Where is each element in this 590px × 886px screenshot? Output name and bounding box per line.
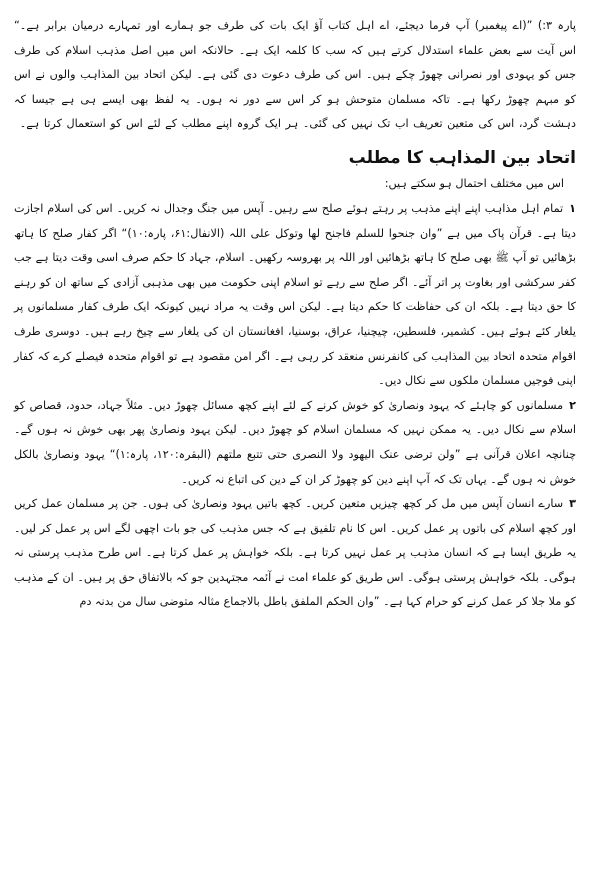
list-item-3-number: ۳ [569, 497, 576, 511]
opening-paragraph: پارہ ۳:) ”(اے پیغمبر) آپ فرما دیجئے، اے اہل کتاب آؤ ایک بات کی طرف جو ہمارے اور تمہارے درمیان برابر ہے۔“ اس آیت سے بعض علماء استدلال کرتے ہیں کہ سب کا کلمہ ایک ہے۔ حالانکہ اس میں اصل مذہب اسلام کی طرف جس کو یہودی اور نصرانی چھوڑ چکے ہیں۔ اس کی طرف دعوت دی گئی ہے۔ لیکن اتحاد بین المذاہب والوں نے اس کو مبہم چھوڑ رکھا ہے۔ تاکہ مسلمان متوحش ہو کر اس سے دور نہ ہوں۔ یہ لفظ بھی ایسے ہی ہے جیسا کہ دہشت گرد، اس کی متعین تعریف اب تک نہیں کی گئی۔ ہر ایک گروہ اپنے مطلب کے لئے اس کو استعمال کرتا ہے۔ [14, 19, 576, 131]
list-item-3-text: سارے انسان آپس میں مل کر کچھ چیزیں متعین کریں۔ کچھ باتیں یہود ونصاریٰ کی ہوں۔ جن پر مسلمان عمل کریں اور کچھ اسلام کی باتوں پر عمل کریں۔ اس کا نام تلفیق ہے کہ جس مذہب کی جو بات اچھی لگے اس پر عمل کر لیں۔ یہ طریق ایسا ہے کہ انسان مذہب پر عمل نہیں کرتا ہے۔ بلکہ خواہش پر عمل کرتا ہے۔ اس طرح مذہب پرستی نہ ہوگی۔ بلکہ خواہش پرستی ہوگی۔ اس طریق کو علماء امت نے آئمہ مجتہدین جو کہ بالاتفاق حق پر ہیں۔ ان کے مذہب کو ملا جلا کر عمل کرنے کو حرام کہا ہے۔ ”وان الحکم الملفق باطل بالاجماع مثالہ متوضی سال من بدنہ دم [14, 497, 576, 609]
list-item-2 [14, 394, 576, 492]
section-intro: اس میں مختلف احتمال ہو سکتے ہیں: [384, 176, 564, 190]
list-item-1-text: تمام اہل مذاہب اپنے اپنے مذہب پر رہتے ہوئے صلح سے رہیں۔ آپس میں جنگ وجدال نہ کریں۔ اس کی اسلام اجازت دیتا ہے۔ قرآن پاک میں ہے ”وان جنحوا للسلم فاجنح لھا وتوکل علی اللہ (الانفال:۶۱، پارہ:۱۰)“ اگر کفار صلح کا ہاتھ بڑھائیں تو آپ ﷺ بھی صلح کا ہاتھ بڑھائیں اور اللہ پر بھروسہ رکھیں۔ اسلام، جہاد کا حکم صرف اسی وقت دیتا ہے جب کفر سرکشی اور بغاوت پر اتر آئے۔ اگر صلح سے رہے تو اسلام اپنی حکومت میں بھی مذہبی آزادی کے ساتھ ان کو رہنے کا حق دیتا ہے۔ بلکہ ان کی حفاظت کا حکم دیتا ہے۔ لیکن اس وقت یہ مراد نہیں کیونکہ ایک طرف کفار مسلمانوں پر یلغار کئے ہوئے ہیں۔ کشمیر، فلسطین، چیچنیا، عراق، بوسنیا، افغانستان ان کی یلغار سے چیخ رہے ہیں۔ دوسری طرف اقوام متحدہ اتحاد بین المذاہب کی کانفرنس منعقد کر رہی ہے۔ اگر امن مقصود ہے تو اقوام متحدہ فیصلے کرے کہ کفار اپنی فوجیں مسلمان ملکوں سے نکال دیں۔ [14, 201, 577, 388]
list-item-1 [14, 197, 576, 394]
section-heading: اتحاد بین المذاہب کا مطلب [348, 147, 576, 168]
list-item-1-number: ۱ [569, 201, 576, 215]
list-item-2-number: ۲ [569, 398, 576, 412]
list-item-3 [14, 492, 576, 615]
list-item-2-text: مسلمانوں کو چاہئے کہ یہود ونصاریٰ کو خوش کرنے کے لئے اپنے کچھ مسائل چھوڑ دیں۔ مثلاً جہاد، حدود، قصاص کو اسلام سے نکال دیں۔ یہ ممکن نہیں کہ مسلمان اسلام کو چھوڑ دیں۔ لیکن یہود ونصاریٰ پھر بھی خوش نہ ہوں گے۔ چنانچہ اعلان قرآنی ہے ”ولن ترضی عنک الیھود ولا النصری حتی تتبع ملتھم (البقرہ:۱۲۰، پارہ:۱)“ یہود ونصاریٰ بالکل خوش نہ ہوں گے۔ یہاں تک کہ آپ اپنے دین کو چھوڑ کر ان کے دین کی اتباع نہ کریں۔ [14, 398, 576, 486]
